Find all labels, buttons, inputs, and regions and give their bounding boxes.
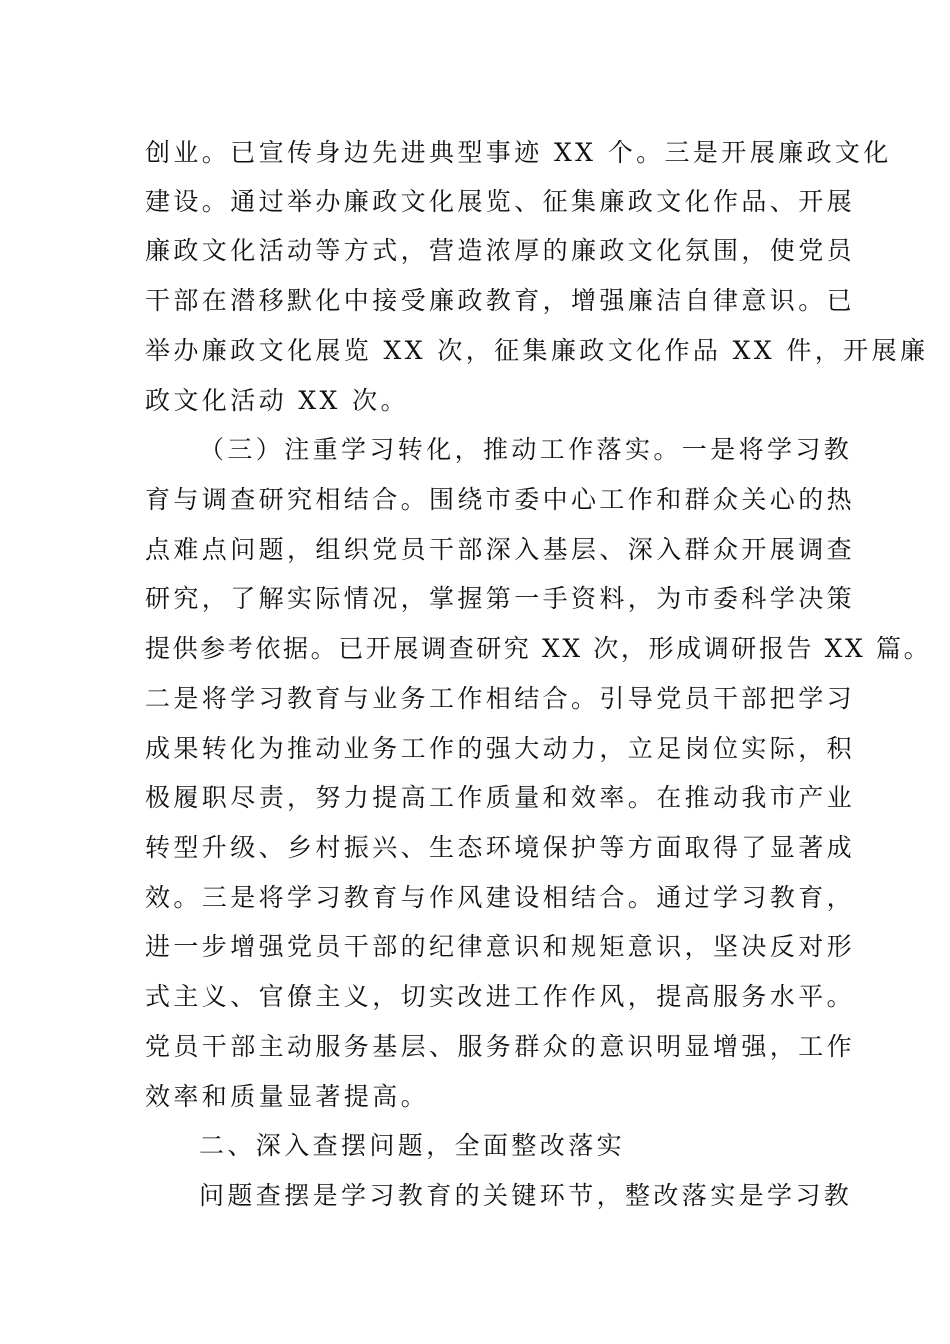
text-line: 政文化活动 XX 次。 (145, 386, 409, 415)
text-line: 转型升级、乡村振兴、生态环境保护等方面取得了显著成 (145, 833, 856, 862)
text-line: 廉政文化活动等方式，营造浓厚的廉政文化氛围，使党员 (145, 236, 856, 265)
text-line: 效率和质量显著提高。 (145, 1082, 430, 1111)
text-line: 点难点问题，组织党员干部深入基层、深入群众开展调查 (145, 535, 856, 564)
text-line: 党员干部主动服务基层、服务群众的意识明显增强，工作 (145, 1032, 856, 1061)
text-line: 成果转化为推动业务工作的强大动力，立足岗位实际，积 (145, 734, 856, 763)
text-line: 建设。通过举办廉政文化展览、征集廉政文化作品、开展 (145, 187, 856, 216)
text-line: 研究，了解实际情况，掌握第一手资料，为市委科学决策 (145, 584, 856, 613)
text-line: 式主义、官僚主义，切实改进工作作风，提高服务水平。 (145, 982, 856, 1011)
text-line: 进一步增强党员干部的纪律意识和规矩意识，坚决反对形 (145, 932, 856, 961)
section-heading-2: 二、深入查摆问题，全面整改落实 (199, 1131, 626, 1160)
text-line: 二是将学习教育与业务工作相结合。引导党员干部把学习 (145, 684, 856, 713)
text-line: 极履职尽责，努力提高工作质量和效率。在推动我市产业 (145, 783, 856, 812)
text-line: 创业。已宣传身边先进典型事迹 XX 个。三是开展廉政文化 (145, 138, 892, 167)
text-line: 育与调查研究相结合。围绕市委中心工作和群众关心的热 (145, 485, 856, 514)
text-line: 提供参考依据。已开展调查研究 XX 次，形成调研报告 XX 篇。 (145, 634, 932, 663)
text-line: 举办廉政文化展览 XX 次，征集廉政文化作品 XX 件，开展廉 (145, 336, 929, 365)
text-line: 效。三是将学习教育与作风建设相结合。通过学习教育， (145, 883, 856, 912)
text-line: 问题查摆是学习教育的关键环节，整改落实是学习教 (199, 1181, 853, 1210)
section-heading-3: （三）注重学习转化，推动工作落实。一是将学习教 (199, 435, 853, 464)
text-line: 干部在潜移默化中接受廉政教育，增强廉洁自律意识。已 (145, 286, 856, 315)
